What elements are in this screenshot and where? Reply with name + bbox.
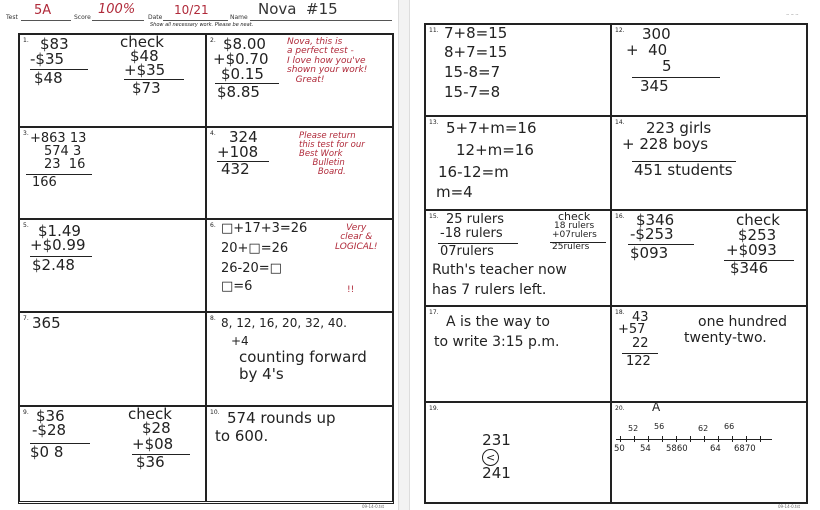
- date-value: 10/21: [174, 3, 209, 17]
- number-line-tick: [676, 436, 677, 442]
- p9-minuend: $36: [36, 407, 65, 425]
- corner-mark: ~ ~ ~: [786, 12, 799, 17]
- p13-line-4: m=4: [436, 183, 473, 201]
- p15-check-3: 25rulers: [552, 242, 590, 252]
- problem-number: 3.: [23, 130, 29, 137]
- problem-cell-19: [425, 402, 611, 503]
- p3-line-3: 23 16: [44, 157, 86, 172]
- instructions: Show all necessary work. Please be neat.: [150, 22, 254, 28]
- problem-cell-6: [206, 219, 393, 312]
- number-line-tick: [760, 436, 761, 442]
- p9-check-label: check: [128, 406, 172, 423]
- p9-check-2: +$08: [132, 435, 174, 453]
- p16-check-2: +$093: [726, 241, 777, 259]
- p9-subtrahend: -$28: [32, 421, 67, 439]
- p11-line-4: 15-7=8: [444, 83, 501, 101]
- p15-check-2: +07rulers: [552, 230, 597, 240]
- problem-number: 6.: [210, 222, 216, 229]
- problem-cell-18: [611, 306, 807, 402]
- p4-answer: 432: [221, 160, 250, 178]
- number-line-top-label: 52: [628, 424, 639, 433]
- problem-number: 11.: [429, 27, 439, 34]
- p1-minuend: $83: [40, 35, 69, 53]
- p16-answer: $093: [630, 244, 669, 262]
- problem-cell-7: [19, 312, 206, 406]
- p8-sequence: 8, 12, 16, 20, 32, 40.: [221, 316, 347, 330]
- p18-line-3: 22: [632, 336, 649, 351]
- number-line-tick: [732, 436, 733, 442]
- problem-cell-17: [425, 306, 611, 402]
- p4-teacher-comment: Please return this test for our Best Work Bulletin Board.: [299, 131, 365, 177]
- p2-line-1: $8.00: [223, 35, 266, 53]
- p16-check-1: $253: [738, 226, 777, 244]
- test-value: 5A: [34, 3, 52, 18]
- p20-letter-label: A: [652, 402, 661, 414]
- problem-number: 4.: [210, 130, 216, 137]
- left-problem-grid: [18, 33, 394, 504]
- p3-answer: 166: [32, 175, 57, 190]
- p8-explanation-2: by 4's: [239, 365, 284, 383]
- p18-line-2: +57: [618, 322, 646, 337]
- p15-check-label: check: [558, 210, 591, 223]
- left-test-page: [0, 0, 398, 510]
- p11-line-3: 15-8=7: [444, 63, 501, 81]
- problem-cell-10: [206, 406, 393, 502]
- problem-cell-3: [19, 127, 206, 219]
- problem-number: 18.: [615, 309, 625, 316]
- test-line: [21, 20, 71, 21]
- problem-number: 13.: [429, 119, 439, 126]
- p12-line-1: 300: [642, 25, 671, 43]
- p15-sentence-1: Ruth's teacher now: [432, 262, 567, 278]
- problem-number: 5.: [23, 222, 29, 229]
- problem-number: 15.: [429, 213, 439, 220]
- problem-number: 19.: [429, 405, 439, 412]
- p9-check-1: $28: [142, 419, 171, 437]
- problem-number: 7.: [23, 315, 29, 322]
- p1-subtrahend: -$35: [30, 50, 65, 68]
- p11-line-1: 7+8=15: [444, 24, 508, 42]
- p13-line-2: 12+m=16: [456, 141, 534, 159]
- p13-line-1: 5+7+m=16: [446, 119, 537, 137]
- p16-minuend: $346: [636, 211, 675, 229]
- date-line: [163, 20, 228, 21]
- problem-number: 9.: [23, 409, 29, 416]
- p8-explanation-1: counting forward: [239, 348, 367, 366]
- problem-cell-8: [206, 312, 393, 406]
- number-line-tick: [620, 436, 621, 442]
- p16-subtrahend: -$253: [630, 225, 674, 243]
- p2-line-2: +$0.70: [213, 50, 269, 68]
- p5-line-1: $1.49: [38, 222, 81, 240]
- problem-cell-16: [611, 210, 807, 306]
- problem-number: 12.: [615, 27, 625, 34]
- p15-line-2: -18 rulers: [440, 226, 503, 241]
- number-line-tick: [718, 436, 719, 442]
- number-line-tick: [648, 436, 649, 442]
- number-line-top-label: 62: [698, 424, 709, 433]
- p17-line-2: to write 3:15 p.m.: [434, 334, 560, 350]
- p6-line-3: 26-20=□: [221, 261, 282, 276]
- p4-line-2: +108: [217, 143, 259, 161]
- footer-code-right: 09-14-0.tst: [778, 504, 801, 509]
- p6-line-1: □+17+3=26: [221, 221, 308, 236]
- p12-answer: 345: [640, 77, 669, 95]
- page-gutter: [398, 0, 410, 510]
- p15-answer: 07rulers: [440, 244, 494, 259]
- p9-answer: $0 8: [30, 443, 64, 461]
- right-test-page: [410, 0, 820, 510]
- p10-line-2: to 600.: [215, 427, 269, 445]
- number-line-tick: [662, 436, 663, 442]
- p14-line-2: + 228 boys: [622, 135, 709, 153]
- problem-number: 2.: [210, 37, 216, 44]
- number-line: [616, 439, 772, 440]
- score-line: [92, 20, 144, 21]
- p18-words-2: twenty-two.: [684, 330, 767, 346]
- name-line: [250, 20, 392, 21]
- p5-answer: $2.48: [32, 256, 75, 274]
- p2-line-3: $0.15: [221, 65, 264, 83]
- problem-cell-1: [19, 34, 206, 127]
- p1-check-2: +$35: [124, 61, 166, 79]
- problem-number: 8.: [210, 315, 216, 322]
- p14-line-1: 223 girls: [646, 119, 712, 137]
- p14-answer: 451 students: [634, 161, 733, 179]
- p9-check-3: $36: [136, 453, 165, 471]
- p4-line-1: 324: [229, 128, 258, 146]
- number-line-tick: [634, 436, 635, 442]
- number-line-bottom-label: 6870: [734, 444, 756, 454]
- score-label: Score: [74, 14, 91, 21]
- p16-check-3: $346: [730, 259, 769, 277]
- test-label: Test: [6, 14, 18, 21]
- problem-cell-2: [206, 34, 393, 127]
- p16-check-label: check: [736, 211, 780, 229]
- p3-line-2: 574 3: [44, 144, 82, 159]
- problem-cell-5: [19, 219, 206, 312]
- footer-code-left: 09-14-0.tst: [362, 504, 385, 509]
- p15-line-1: 25 rulers: [446, 212, 504, 227]
- p8-rule: +4: [231, 334, 249, 348]
- p5-line-2: +$0.99: [30, 236, 86, 254]
- problem-cell-12: [611, 24, 807, 116]
- problem-number: 16.: [615, 213, 625, 220]
- problem-cell-11: [425, 24, 611, 116]
- problem-number: 20.: [615, 405, 625, 412]
- p15-check-1: 18 rulers: [554, 221, 595, 231]
- p18-line-1: 43: [632, 310, 649, 325]
- p10-line-1: 574 rounds up: [227, 409, 336, 427]
- right-problem-grid: [424, 23, 808, 504]
- problem-cell-9: [19, 406, 206, 502]
- score-value: 100%: [98, 2, 136, 17]
- p19-right-number: 241: [482, 463, 511, 482]
- p15-sentence-2: has 7 rulers left.: [432, 282, 547, 298]
- problem-number: 14.: [615, 119, 625, 126]
- p1-check-3: $73: [132, 79, 161, 97]
- p6-teacher-comment: Very clear & LOGICAL!: [335, 223, 378, 252]
- p2-answer: $8.85: [217, 83, 260, 101]
- p17-line-1: A is the way to: [446, 314, 550, 330]
- problem-number: 1.: [23, 37, 29, 44]
- number-line-top-label: 56: [654, 422, 665, 431]
- p7-answer: 365: [32, 314, 61, 332]
- problem-cell-20: [611, 402, 807, 503]
- p13-line-3: 16-12=m: [438, 163, 509, 181]
- p11-line-2: 8+7=15: [444, 43, 508, 61]
- p3-line-1: +863 13: [30, 131, 87, 146]
- p18-words-1: one hundred: [698, 314, 787, 330]
- date-label: Date: [148, 14, 163, 21]
- p1-check-label: check: [120, 34, 164, 51]
- p1-check-1: $48: [130, 47, 159, 65]
- p12-line-3: 5: [662, 57, 672, 75]
- p2-teacher-comment: Nova, this is a perfect test - I love how you've shown your work! Great!: [287, 37, 368, 85]
- smiley-face-icon: !!: [347, 285, 355, 295]
- problem-number: 10.: [210, 409, 220, 416]
- p6-line-2: 20+□=26: [221, 241, 289, 256]
- problem-cell-15: [425, 210, 611, 306]
- number-line-tick: [690, 436, 691, 442]
- p6-line-4: □=6: [221, 279, 253, 294]
- number-line-bottom-label: 5860: [666, 444, 688, 454]
- name-label: Name: [230, 14, 248, 21]
- less-than-circle-icon: <: [482, 449, 499, 466]
- p12-line-2: + 40: [626, 41, 668, 59]
- number-line-tick: [704, 436, 705, 442]
- problem-cell-14: [611, 116, 807, 210]
- problem-number: 17.: [429, 309, 439, 316]
- name-value: Nova #15: [258, 0, 338, 18]
- number-line-bottom-label: 54: [640, 444, 651, 454]
- problem-cell-4: [206, 127, 393, 219]
- number-line-tick: [746, 436, 747, 442]
- number-line-bottom-label: 50: [614, 444, 625, 454]
- p1-answer: $48: [34, 69, 63, 87]
- number-line-bottom-label: 64: [710, 444, 721, 454]
- number-line-top-label: 66: [724, 422, 735, 431]
- p18-answer: 122: [626, 354, 651, 369]
- p19-left-number: 231: [482, 430, 511, 449]
- p19-comparison: [444, 417, 511, 497]
- problem-cell-13: [425, 116, 611, 210]
